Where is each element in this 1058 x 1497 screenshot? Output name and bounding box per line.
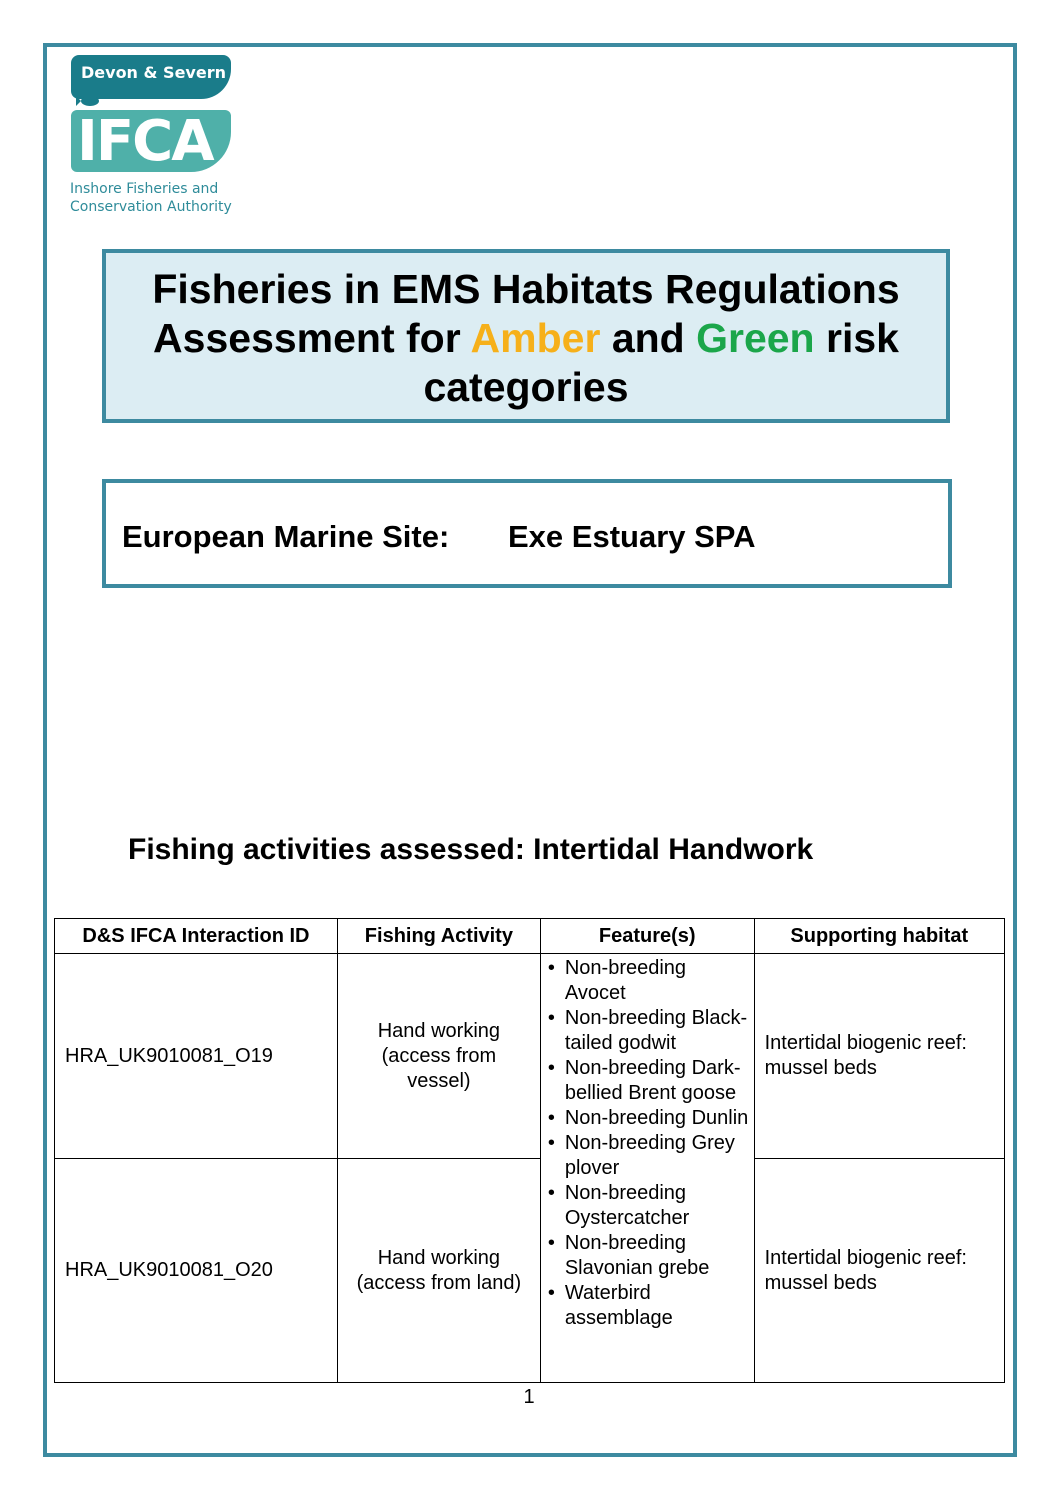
header-fishing-activity: Fishing Activity xyxy=(337,919,540,954)
fishing-activity-cell: Hand working (access from land) xyxy=(337,1159,540,1383)
feature-item: • Non-breeding Dunlin xyxy=(545,1106,750,1131)
interaction-id-cell: HRA_UK9010081_O19 xyxy=(55,954,338,1159)
header-features: Feature(s) xyxy=(540,919,754,954)
ifca-logo xyxy=(68,52,238,222)
feature-item: • Non-breeding Oystercatcher xyxy=(545,1181,750,1231)
features-cell xyxy=(540,954,754,1383)
table-row xyxy=(55,954,1005,1159)
features-list xyxy=(545,956,750,1331)
title-part3: risk categories xyxy=(423,315,899,410)
site-value: Exe Estuary SPA xyxy=(508,519,756,554)
feature-item: • Non-breeding Grey plover xyxy=(545,1131,750,1181)
fishing-activity-cell: Hand working (access from vessel) xyxy=(337,954,540,1159)
logo-acronym-block xyxy=(71,110,231,172)
site-box xyxy=(102,479,952,588)
supporting-habitat-cell: Intertidal biogenic reef: mussel beds xyxy=(754,1159,1004,1383)
fish-icon xyxy=(76,94,100,108)
title-part1: Fisheries in EMS Habitats Regulations Assessment for xyxy=(152,266,900,361)
logo-acronym: IFCA xyxy=(77,109,213,174)
logo-subtitle-line2: Conservation Authority xyxy=(70,199,232,215)
title-green: Green xyxy=(696,315,815,361)
activities-heading: Fishing activities assessed: Intertidal Handwork xyxy=(128,833,814,866)
logo-subtitle xyxy=(70,180,240,216)
site-label: European Marine Site: xyxy=(122,519,450,554)
feature-item: • Waterbird assemblage xyxy=(545,1281,750,1331)
feature-item: • Non-breeding Avocet xyxy=(545,956,750,1006)
interaction-id-cell: HRA_UK9010081_O20 xyxy=(55,1159,338,1383)
page-number: 1 xyxy=(523,1386,535,1408)
supporting-habitat-cell: Intertidal biogenic reef: mussel beds xyxy=(754,954,1004,1159)
feature-item: • Non-breeding Dark-bellied Brent goose xyxy=(545,1056,750,1106)
table-row xyxy=(55,1159,1005,1383)
title-box xyxy=(102,249,950,423)
feature-item: • Non-breeding Black-tailed godwit xyxy=(545,1006,750,1056)
header-interaction-id: D&S IFCA Interaction ID xyxy=(55,919,338,954)
interaction-table xyxy=(54,918,1005,1383)
header-supporting-habitat: Supporting habitat xyxy=(754,919,1004,954)
title-amber: Amber xyxy=(470,315,601,361)
document-title xyxy=(106,253,946,412)
logo-banner-text: Devon & Severn xyxy=(81,63,226,82)
logo-banner xyxy=(71,55,231,99)
feature-item: • Non-breeding Slavonian grebe xyxy=(545,1231,750,1281)
title-part2: and xyxy=(600,315,697,361)
table-header-row xyxy=(55,919,1005,954)
logo-subtitle-line1: Inshore Fisheries and xyxy=(70,181,219,197)
